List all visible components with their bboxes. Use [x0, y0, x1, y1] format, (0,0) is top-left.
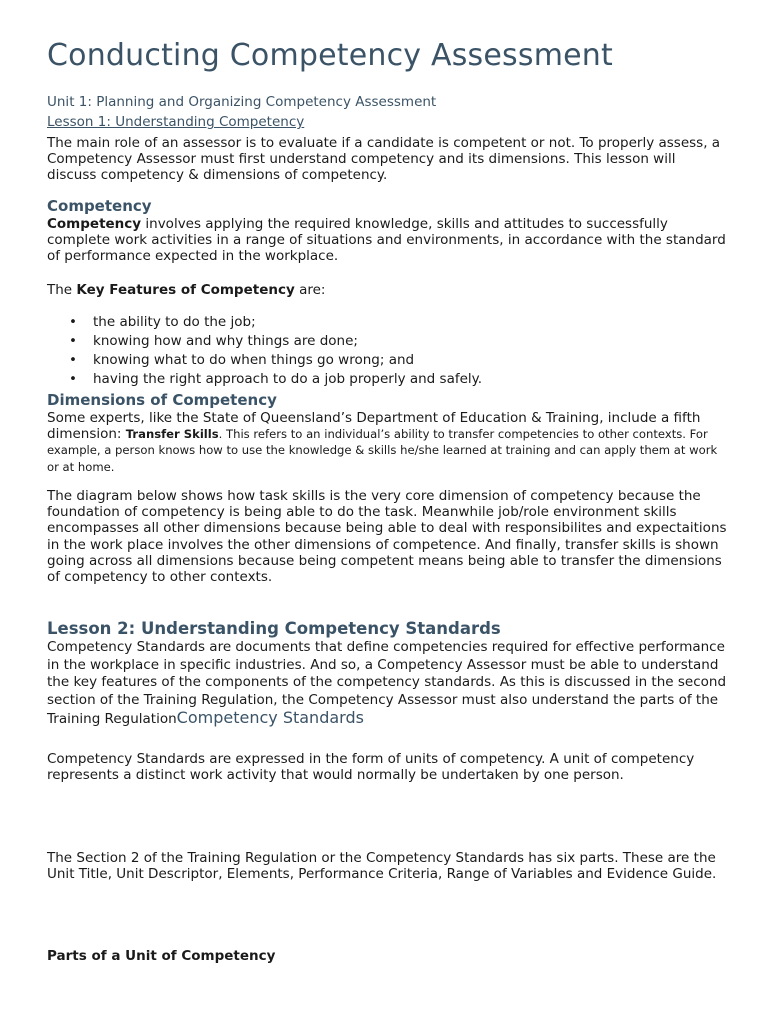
list-item — [47, 371, 728, 390]
list-item-text: knowing how and why things are done; — [93, 333, 358, 349]
key-features-suffix: are: — [294, 282, 326, 298]
competency-definition — [47, 216, 728, 265]
list-item-text: the ability to do the job; — [93, 314, 256, 330]
lesson2-text: Competency Standards are documents that define competencies required for effective performance in the workplace in specific industries. And so, a Competency Assessor must be able to understand the key features of the components of the competency standards. As this is discussed in the second section of the Training Regulation, the Competency Assessor must also understand the parts of the Training Regulation — [47, 639, 727, 728]
key-features-bold: Key Features of Competency — [76, 282, 295, 298]
parts-heading: Parts of a Unit of Competency — [47, 948, 276, 964]
list-item — [47, 352, 728, 371]
competency-standards-heading: Competency Standards — [176, 708, 364, 728]
bullet-icon: • — [69, 371, 77, 387]
list-item-text: having the right approach to do a job properly and safely. — [93, 371, 483, 387]
units-paragraph: Competency Standards are expressed in the form of units of competency. A unit of competency represents a distinct work activity that would normally be undertaken by one person. — [47, 751, 695, 784]
competency-term: Competency — [47, 216, 142, 232]
list-item — [47, 314, 728, 333]
bullet-icon: • — [69, 333, 77, 349]
lesson2-paragraph — [47, 639, 728, 729]
page-title: Conducting Competency Assessment — [47, 38, 613, 73]
list-item-text: knowing what to do when things go wrong; and — [93, 352, 415, 368]
lesson2-heading: Lesson 2: Understanding Competency Standards — [47, 619, 501, 638]
bullet-icon: • — [69, 352, 77, 368]
transfer-skills-text: . This refers to an individual’s ability to transfer competencies to other contexts. For example, a person knows how to use the knowledge & skills he/she learned at training and can apply them at work or at home. — [47, 427, 718, 474]
key-features-prefix: The — [47, 282, 77, 298]
dimensions-paragraph — [47, 410, 728, 475]
list-item — [47, 333, 728, 352]
competency-definition-text: involves applying the required knowledge, skills and attitudes to successfully complete work activities in a range of situations and environments, in accordance with the standard of performance expected in the workplace. — [47, 216, 726, 265]
diagram-paragraph: The diagram below shows how task skills is the very core dimension of competency because the foundation of competency is being able to do the task. Meanwhile job/role environment skills encompasses all other dimensions because being able to deal with responsibilites and expectaitions in the work place involves the other dimensions of competence. And finally, transfer skills is shown going across all dimensions because being competent means being able to transfer the dimensions of competency to other contexts. — [47, 488, 727, 586]
dimensions-heading: Dimensions of Competency — [47, 391, 277, 409]
unit-subtitle: Unit 1: Planning and Organizing Competency Assessment — [47, 94, 437, 110]
lesson1-link[interactable]: Lesson 1: Understanding Competency — [47, 114, 305, 130]
bullet-icon: • — [69, 314, 77, 330]
section2-paragraph: The Section 2 of the Training Regulation or the Competency Standards has six parts. These are the Unit Title, Unit Descriptor, Elements, Performance Criteria, Range of Variables and Evidence Guide. — [47, 850, 717, 883]
intro-paragraph: The main role of an assessor is to evaluate if a candidate is competent or not. To properly assess, a Competency Assessor must first understand competency and its dimensions. This lesson will discuss competency & dimensions of competency. — [47, 135, 721, 184]
transfer-skills-bold: Transfer Skills — [125, 427, 219, 442]
competency-heading: Competency — [47, 197, 152, 215]
dimensions-lead: Some experts, like the State of Queensland’s Department of Education & Training, include a fifth dimension: — [47, 410, 701, 443]
key-features-intro — [47, 282, 728, 298]
key-features-list — [47, 314, 728, 390]
